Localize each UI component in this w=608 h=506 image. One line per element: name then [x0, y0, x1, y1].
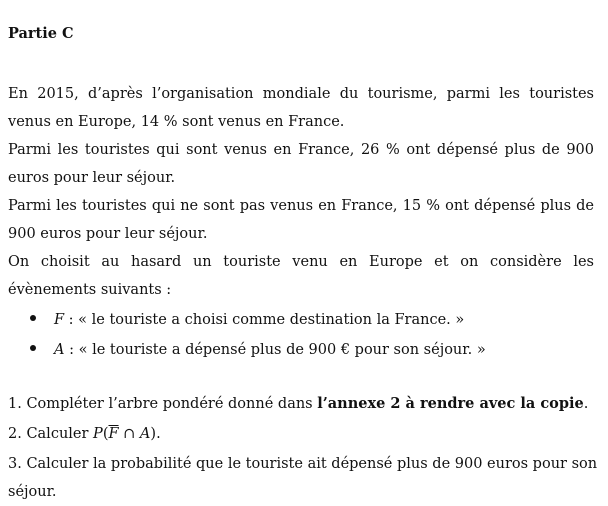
section-title: Partie C — [8, 25, 74, 42]
paragraph-not-france: Parmi les touristes qui ne sont pas venus en France, 15 % ont dépensé plus de 900 euros pour leur séjour. — [8, 198, 594, 242]
probability-symbol: P — [93, 426, 103, 442]
event-item-a — [30, 336, 486, 364]
question-1 — [8, 390, 588, 418]
event-f-bar: $\overline{F}$ — [108, 426, 119, 442]
bullet-icon — [30, 315, 36, 321]
question-1-end: . — [583, 396, 589, 412]
paragraph-intro: En 2015, d’après l’organisation mondiale du tourisme, parmi les touristes venus en Europe, 14 % sont venus en France. — [8, 86, 594, 130]
paragraph-france: Parmi les touristes qui sont venus en France, 26 % ont dépensé plus de 900 euros pour leur séjour. — [8, 142, 594, 186]
intersection-symbol: ∩ — [118, 426, 140, 442]
close-paren: ). — [150, 426, 161, 442]
question-2-text: 2. Calculer — [8, 426, 94, 442]
question-3: 3. Calculer la probabilité que le touriste ait dépensé plus de 900 euros pour son séjour. — [8, 456, 598, 500]
event-symbol: A — [54, 342, 65, 358]
event-a: A — [139, 426, 151, 442]
open-paren: ( — [102, 426, 109, 442]
event-text: : « le touriste a choisi comme destination la France. » — [64, 312, 465, 328]
question-1-text: 1. Compléter l’arbre pondéré donné dans — [8, 396, 318, 412]
event-symbol: F — [54, 312, 65, 328]
bullet-icon — [30, 345, 36, 351]
question-2 — [8, 420, 161, 448]
paragraph-choice: On choisit au hasard un touriste venu en Europe et on considère les évènements suivants : — [8, 254, 594, 298]
event-item-f — [30, 306, 464, 334]
question-1-emphasis: l’annexe 2 à rendre avec la copie — [317, 395, 584, 412]
event-text: : « le touriste a dépensé plus de 900 € pour son séjour. » — [64, 342, 486, 358]
